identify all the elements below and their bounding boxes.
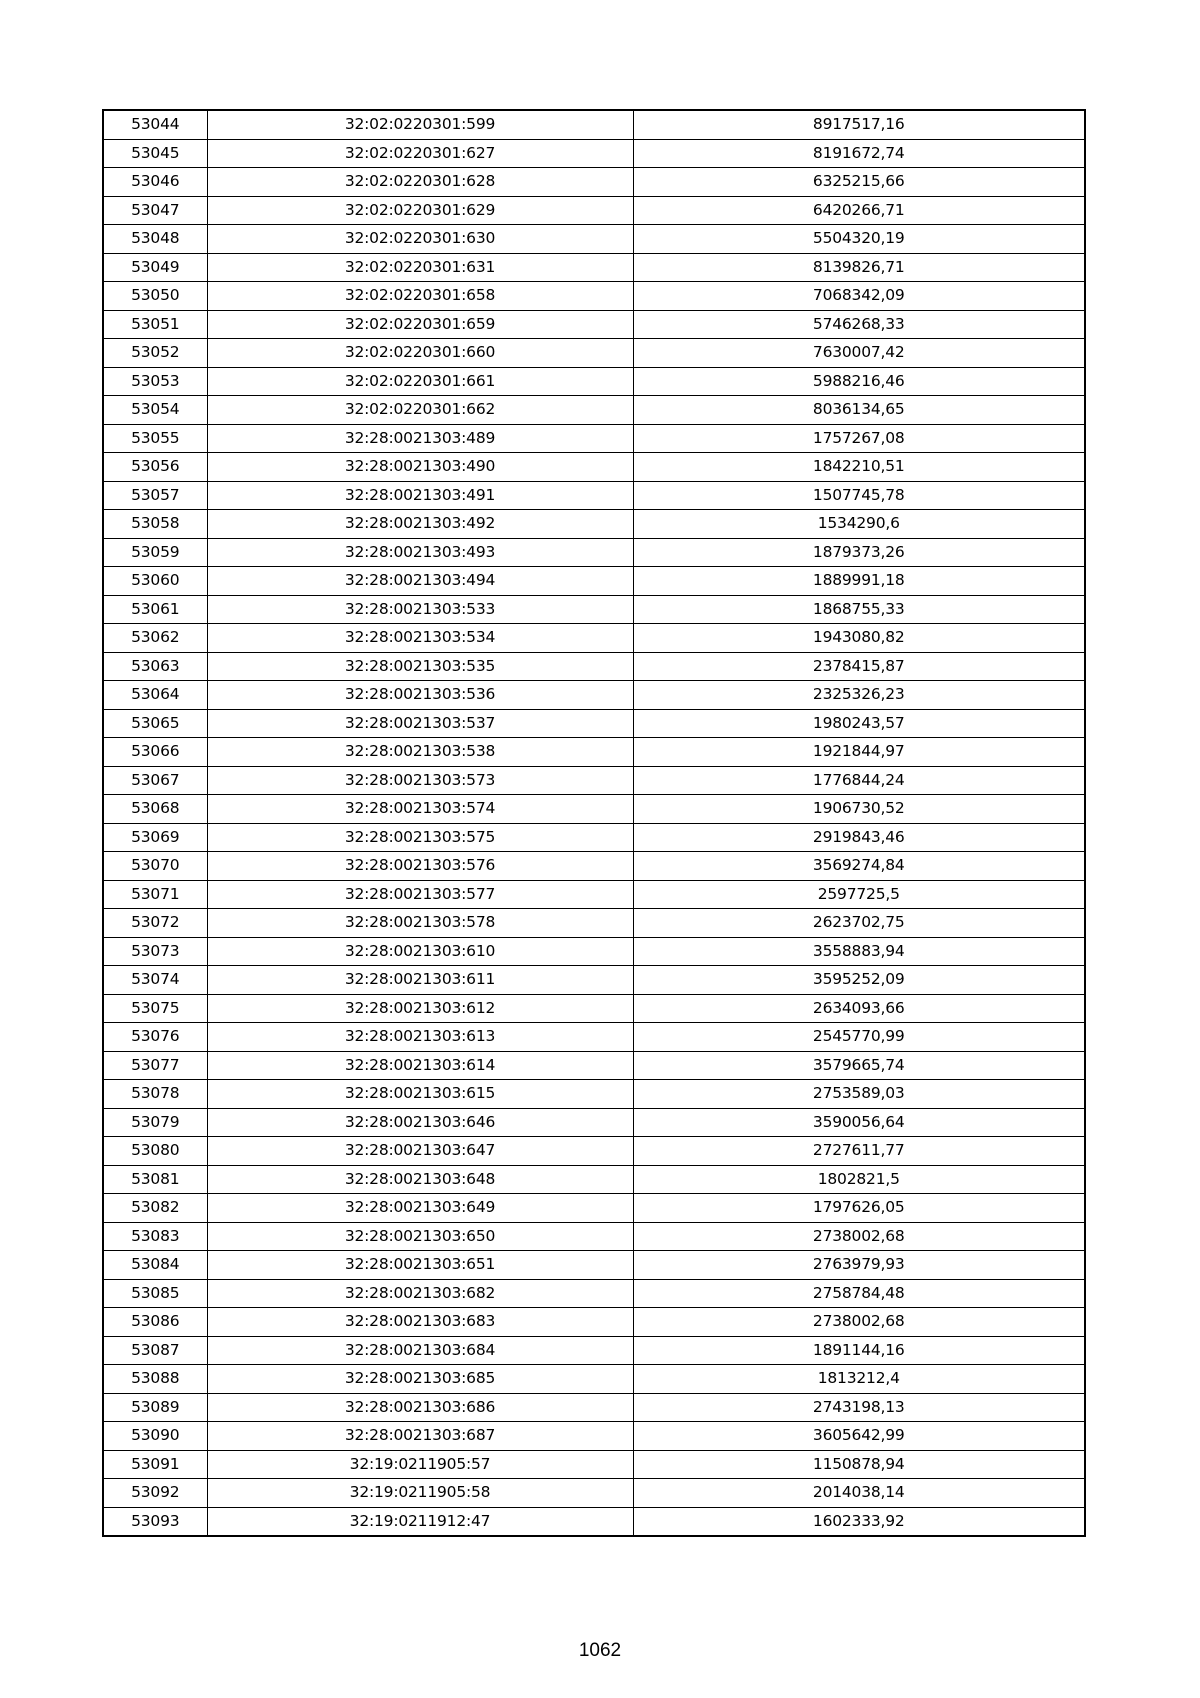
table-row [103, 795, 1085, 824]
row-number-cell: 53066 [103, 738, 207, 767]
table-row [103, 1393, 1085, 1422]
table-row [103, 339, 1085, 368]
table-row [103, 1023, 1085, 1052]
row-number-cell: 53080 [103, 1137, 207, 1166]
value-cell: 1879373,26 [633, 538, 1085, 567]
value-cell: 2753589,03 [633, 1080, 1085, 1109]
row-number-cell: 53088 [103, 1365, 207, 1394]
table-row [103, 1137, 1085, 1166]
value-cell: 1889991,18 [633, 567, 1085, 596]
cadastral-number-cell: 32:28:0021303:573 [207, 766, 633, 795]
value-cell: 3595252,09 [633, 966, 1085, 995]
cadastral-number-cell: 32:28:0021303:684 [207, 1336, 633, 1365]
value-cell: 2919843,46 [633, 823, 1085, 852]
table-row [103, 766, 1085, 795]
value-cell: 1757267,08 [633, 424, 1085, 453]
table-row [103, 681, 1085, 710]
row-number-cell: 53062 [103, 624, 207, 653]
cadastral-number-cell: 32:28:0021303:535 [207, 652, 633, 681]
cadastral-number-cell: 32:19:0211905:58 [207, 1479, 633, 1508]
table-row [103, 1479, 1085, 1508]
cadastral-number-cell: 32:02:0220301:599 [207, 110, 633, 139]
value-cell: 1906730,52 [633, 795, 1085, 824]
value-cell: 1802821,5 [633, 1165, 1085, 1194]
table-row [103, 225, 1085, 254]
value-cell: 5988216,46 [633, 367, 1085, 396]
table-row [103, 1194, 1085, 1223]
row-number-cell: 53086 [103, 1308, 207, 1337]
value-cell: 3579665,74 [633, 1051, 1085, 1080]
cadastral-number-cell: 32:28:0021303:537 [207, 709, 633, 738]
value-cell: 1980243,57 [633, 709, 1085, 738]
row-number-cell: 53065 [103, 709, 207, 738]
cadastral-number-cell: 32:28:0021303:490 [207, 453, 633, 482]
cadastral-number-cell: 32:02:0220301:661 [207, 367, 633, 396]
value-cell: 2743198,13 [633, 1393, 1085, 1422]
cadastral-number-cell: 32:28:0021303:685 [207, 1365, 633, 1394]
row-number-cell: 53085 [103, 1279, 207, 1308]
page-number: 1062 [578, 1640, 622, 1661]
row-number-cell: 53054 [103, 396, 207, 425]
cadastral-number-cell: 32:28:0021303:651 [207, 1251, 633, 1280]
table-row [103, 139, 1085, 168]
row-number-cell: 53068 [103, 795, 207, 824]
cadastral-number-cell: 32:28:0021303:610 [207, 937, 633, 966]
value-cell: 8036134,65 [633, 396, 1085, 425]
value-cell: 1776844,24 [633, 766, 1085, 795]
cadastral-number-cell: 32:19:0211905:57 [207, 1450, 633, 1479]
cadastral-number-cell: 32:28:0021303:647 [207, 1137, 633, 1166]
cadastral-number-cell: 32:28:0021303:682 [207, 1279, 633, 1308]
table-row [103, 937, 1085, 966]
row-number-cell: 53093 [103, 1507, 207, 1536]
row-number-cell: 53073 [103, 937, 207, 966]
value-cell: 6420266,71 [633, 196, 1085, 225]
row-number-cell: 53051 [103, 310, 207, 339]
table-row [103, 738, 1085, 767]
value-cell: 6325215,66 [633, 168, 1085, 197]
value-cell: 2378415,87 [633, 652, 1085, 681]
table-row [103, 510, 1085, 539]
cadastral-number-cell: 32:28:0021303:536 [207, 681, 633, 710]
table-row [103, 538, 1085, 567]
table-row [103, 1080, 1085, 1109]
row-number-cell: 53064 [103, 681, 207, 710]
row-number-cell: 53089 [103, 1393, 207, 1422]
table-row [103, 1422, 1085, 1451]
row-number-cell: 53087 [103, 1336, 207, 1365]
table-body [103, 110, 1085, 1536]
cadastral-number-cell: 32:02:0220301:629 [207, 196, 633, 225]
value-cell: 1150878,94 [633, 1450, 1085, 1479]
cadastral-number-cell: 32:28:0021303:538 [207, 738, 633, 767]
value-cell: 3569274,84 [633, 852, 1085, 881]
table-row [103, 652, 1085, 681]
row-number-cell: 53082 [103, 1194, 207, 1223]
cadastral-table [102, 109, 1086, 1537]
cadastral-number-cell: 32:28:0021303:578 [207, 909, 633, 938]
table-row [103, 1308, 1085, 1337]
value-cell: 8917517,16 [633, 110, 1085, 139]
row-number-cell: 53092 [103, 1479, 207, 1508]
table-row [103, 1222, 1085, 1251]
table-row [103, 909, 1085, 938]
row-number-cell: 53055 [103, 424, 207, 453]
row-number-cell: 53049 [103, 253, 207, 282]
table-row [103, 310, 1085, 339]
value-cell: 2623702,75 [633, 909, 1085, 938]
value-cell: 1842210,51 [633, 453, 1085, 482]
row-number-cell: 53046 [103, 168, 207, 197]
row-number-cell: 53078 [103, 1080, 207, 1109]
cadastral-number-cell: 32:02:0220301:627 [207, 139, 633, 168]
row-number-cell: 53052 [103, 339, 207, 368]
cadastral-number-cell: 32:28:0021303:612 [207, 994, 633, 1023]
row-number-cell: 53074 [103, 966, 207, 995]
value-cell: 1507745,78 [633, 481, 1085, 510]
cadastral-number-cell: 32:28:0021303:683 [207, 1308, 633, 1337]
value-cell: 1813212,4 [633, 1365, 1085, 1394]
cadastral-number-cell: 32:28:0021303:489 [207, 424, 633, 453]
table-row [103, 880, 1085, 909]
cadastral-number-cell: 32:02:0220301:631 [207, 253, 633, 282]
value-cell: 2727611,77 [633, 1137, 1085, 1166]
cadastral-number-cell: 32:19:0211912:47 [207, 1507, 633, 1536]
value-cell: 5504320,19 [633, 225, 1085, 254]
table-row [103, 595, 1085, 624]
row-number-cell: 53083 [103, 1222, 207, 1251]
cadastral-number-cell: 32:28:0021303:492 [207, 510, 633, 539]
value-cell: 1602333,92 [633, 1507, 1085, 1536]
row-number-cell: 53063 [103, 652, 207, 681]
value-cell: 2634093,66 [633, 994, 1085, 1023]
row-number-cell: 53070 [103, 852, 207, 881]
table-row [103, 823, 1085, 852]
value-cell: 1943080,82 [633, 624, 1085, 653]
row-number-cell: 53045 [103, 139, 207, 168]
cadastral-number-cell: 32:28:0021303:493 [207, 538, 633, 567]
table-row [103, 852, 1085, 881]
row-number-cell: 53075 [103, 994, 207, 1023]
cadastral-number-cell: 32:28:0021303:611 [207, 966, 633, 995]
value-cell: 5746268,33 [633, 310, 1085, 339]
row-number-cell: 53059 [103, 538, 207, 567]
row-number-cell: 53077 [103, 1051, 207, 1080]
value-cell: 3558883,94 [633, 937, 1085, 966]
row-number-cell: 53053 [103, 367, 207, 396]
cadastral-number-cell: 32:28:0021303:686 [207, 1393, 633, 1422]
cadastral-number-cell: 32:28:0021303:494 [207, 567, 633, 596]
row-number-cell: 53056 [103, 453, 207, 482]
cadastral-number-cell: 32:28:0021303:649 [207, 1194, 633, 1223]
cadastral-number-cell: 32:02:0220301:660 [207, 339, 633, 368]
cadastral-number-cell: 32:02:0220301:630 [207, 225, 633, 254]
row-number-cell: 53061 [103, 595, 207, 624]
cadastral-number-cell: 32:28:0021303:533 [207, 595, 633, 624]
table-row [103, 168, 1085, 197]
value-cell: 1868755,33 [633, 595, 1085, 624]
value-cell: 2758784,48 [633, 1279, 1085, 1308]
table-row [103, 1051, 1085, 1080]
row-number-cell: 53067 [103, 766, 207, 795]
value-cell: 1534290,6 [633, 510, 1085, 539]
cadastral-number-cell: 32:28:0021303:648 [207, 1165, 633, 1194]
row-number-cell: 53060 [103, 567, 207, 596]
value-cell: 3605642,99 [633, 1422, 1085, 1451]
cadastral-number-cell: 32:28:0021303:613 [207, 1023, 633, 1052]
table-row [103, 567, 1085, 596]
table-row [103, 1365, 1085, 1394]
cadastral-number-cell: 32:28:0021303:576 [207, 852, 633, 881]
table-row [103, 994, 1085, 1023]
table-row [103, 1108, 1085, 1137]
table-row [103, 253, 1085, 282]
table-row [103, 396, 1085, 425]
value-cell: 2763979,93 [633, 1251, 1085, 1280]
row-number-cell: 53048 [103, 225, 207, 254]
row-number-cell: 53057 [103, 481, 207, 510]
table-row [103, 1450, 1085, 1479]
cadastral-number-cell: 32:28:0021303:650 [207, 1222, 633, 1251]
cadastral-number-cell: 32:02:0220301:628 [207, 168, 633, 197]
cadastral-number-cell: 32:28:0021303:575 [207, 823, 633, 852]
row-number-cell: 53071 [103, 880, 207, 909]
value-cell: 7630007,42 [633, 339, 1085, 368]
row-number-cell: 53050 [103, 282, 207, 311]
table-row [103, 424, 1085, 453]
cadastral-number-cell: 32:28:0021303:614 [207, 1051, 633, 1080]
row-number-cell: 53072 [103, 909, 207, 938]
table-row [103, 1165, 1085, 1194]
cadastral-number-cell: 32:28:0021303:615 [207, 1080, 633, 1109]
value-cell: 8139826,71 [633, 253, 1085, 282]
cadastral-number-cell: 32:28:0021303:574 [207, 795, 633, 824]
value-cell: 3590056,64 [633, 1108, 1085, 1137]
value-cell: 1891144,16 [633, 1336, 1085, 1365]
value-cell: 2738002,68 [633, 1308, 1085, 1337]
table-row [103, 966, 1085, 995]
cadastral-number-cell: 32:28:0021303:491 [207, 481, 633, 510]
row-number-cell: 53091 [103, 1450, 207, 1479]
value-cell: 2014038,14 [633, 1479, 1085, 1508]
value-cell: 1921844,97 [633, 738, 1085, 767]
cadastral-number-cell: 32:02:0220301:658 [207, 282, 633, 311]
value-cell: 2545770,99 [633, 1023, 1085, 1052]
table-row [103, 624, 1085, 653]
cadastral-number-cell: 32:28:0021303:534 [207, 624, 633, 653]
table-row [103, 282, 1085, 311]
row-number-cell: 53047 [103, 196, 207, 225]
cadastral-number-cell: 32:02:0220301:662 [207, 396, 633, 425]
cadastral-number-cell: 32:28:0021303:577 [207, 880, 633, 909]
value-cell: 7068342,09 [633, 282, 1085, 311]
row-number-cell: 53084 [103, 1251, 207, 1280]
row-number-cell: 53058 [103, 510, 207, 539]
row-number-cell: 53076 [103, 1023, 207, 1052]
cadastral-number-cell: 32:28:0021303:687 [207, 1422, 633, 1451]
cadastral-number-cell: 32:28:0021303:646 [207, 1108, 633, 1137]
row-number-cell: 53044 [103, 110, 207, 139]
table-row [103, 1279, 1085, 1308]
table-row [103, 481, 1085, 510]
row-number-cell: 53090 [103, 1422, 207, 1451]
row-number-cell: 53069 [103, 823, 207, 852]
table-row [103, 709, 1085, 738]
table-row [103, 367, 1085, 396]
table-row [103, 1251, 1085, 1280]
value-cell: 2597725,5 [633, 880, 1085, 909]
value-cell: 2325326,23 [633, 681, 1085, 710]
table-row [103, 110, 1085, 139]
row-number-cell: 53079 [103, 1108, 207, 1137]
table-row [103, 453, 1085, 482]
table-row [103, 1336, 1085, 1365]
row-number-cell: 53081 [103, 1165, 207, 1194]
cadastral-number-cell: 32:02:0220301:659 [207, 310, 633, 339]
value-cell: 8191672,74 [633, 139, 1085, 168]
table-row [103, 1507, 1085, 1536]
value-cell: 2738002,68 [633, 1222, 1085, 1251]
value-cell: 1797626,05 [633, 1194, 1085, 1223]
table-row [103, 196, 1085, 225]
